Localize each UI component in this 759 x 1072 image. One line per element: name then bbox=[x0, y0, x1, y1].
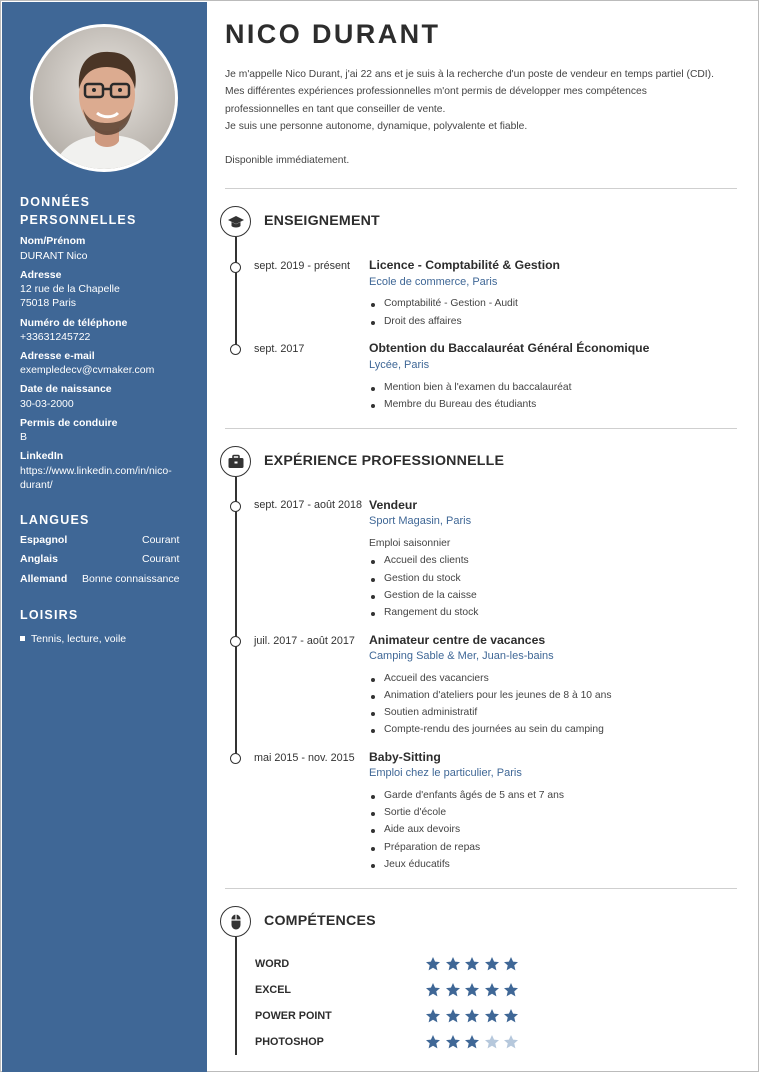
skill-name: WORD bbox=[255, 958, 290, 970]
job-bullet: Aide aux devoirs bbox=[384, 824, 461, 835]
education-title-item: Licence - Comptabilité & Gestion bbox=[369, 258, 560, 272]
timeline-dot bbox=[230, 262, 241, 273]
phone-value: +33631245722 bbox=[20, 331, 91, 343]
star-icon bbox=[484, 1034, 500, 1050]
education-bullet: Droit des affaires bbox=[384, 316, 462, 327]
skills-title: COMPÉTENCES bbox=[264, 913, 376, 929]
experience-date: sept. 2017 - août 2018 bbox=[254, 499, 363, 511]
star-icon bbox=[425, 956, 441, 972]
job-bullet: Sortie d'école bbox=[384, 807, 447, 818]
education-date: sept. 2019 - présent bbox=[254, 260, 351, 272]
summary-line: Je suis une personne autonome, dynamique, polyvalente et fiable. bbox=[225, 120, 528, 132]
job-note: Emploi saisonnier bbox=[369, 538, 451, 549]
briefcase-icon bbox=[220, 446, 251, 477]
license-label: Permis de conduire bbox=[20, 417, 118, 429]
hobbies-heading: LOISIRS bbox=[20, 608, 79, 622]
job-title: Vendeur bbox=[369, 498, 418, 512]
job-bullet: Jeux éducatifs bbox=[384, 859, 450, 870]
education-date: sept. 2017 bbox=[254, 343, 305, 355]
divider bbox=[225, 428, 737, 429]
star-icon bbox=[464, 956, 480, 972]
linkedin-label: LinkedIn bbox=[20, 450, 64, 462]
email-label: Adresse e-mail bbox=[20, 350, 95, 362]
candidate-name: NICO DURANT bbox=[225, 19, 441, 49]
timeline-dot bbox=[230, 753, 241, 764]
hobby-text: Tennis, lecture, voile bbox=[31, 633, 127, 645]
star-icon bbox=[425, 982, 441, 998]
address-line2: 75018 Paris bbox=[20, 297, 77, 309]
job-company: Sport Magasin, Paris bbox=[369, 515, 472, 527]
linkedin-value-line1: https://www.linkedin.com/in/nico- bbox=[20, 465, 172, 477]
education-bullet: Comptabilité - Gestion - Audit bbox=[384, 298, 518, 309]
mouse-icon bbox=[220, 906, 251, 937]
timeline-dot bbox=[230, 344, 241, 355]
skill-name: EXCEL bbox=[255, 984, 291, 996]
experience-title: EXPÉRIENCE PROFESSIONNELLE bbox=[264, 453, 505, 469]
star-icon bbox=[484, 1008, 500, 1024]
summary-line: Je m'appelle Nico Durant, j'ai 22 ans et je suis à la recherche d'un poste de vendeur en temps partiel (CDI). bbox=[225, 69, 714, 80]
star-icon bbox=[425, 1008, 441, 1024]
timeline-dot bbox=[230, 501, 241, 512]
experience-timeline bbox=[235, 477, 237, 760]
name-value: DURANT Nico bbox=[20, 250, 88, 262]
language-name: Espagnol bbox=[20, 534, 68, 546]
education-title-item: Obtention du Baccalauréat Général Économique bbox=[369, 341, 650, 355]
job-title: Baby-Sitting bbox=[369, 750, 441, 764]
experience-date: mai 2015 - nov. 2015 bbox=[254, 752, 355, 764]
job-bullet: Compte-rendu des journées au sein du camping bbox=[384, 724, 604, 735]
star-icon bbox=[464, 1034, 480, 1050]
license-value: B bbox=[20, 431, 28, 443]
star-icon bbox=[425, 1034, 441, 1050]
job-bullet: Accueil des vacanciers bbox=[384, 673, 489, 684]
job-bullet: Animation d'ateliers pour les jeunes de 8 à 10 ans bbox=[384, 690, 612, 701]
star-icon bbox=[503, 1008, 519, 1024]
email-value: exempledecv@cvmaker.com bbox=[20, 364, 155, 376]
job-company: Camping Sable & Mer, Juan-les-bains bbox=[369, 650, 554, 662]
job-bullet: Préparation de repas bbox=[384, 842, 481, 853]
hobby-item bbox=[20, 633, 126, 645]
address-line1: 12 rue de la Chapelle bbox=[20, 283, 120, 295]
education-bullet: Membre du Bureau des étudiants bbox=[384, 399, 537, 410]
summary-line bbox=[225, 135, 745, 152]
star-icon bbox=[445, 1034, 461, 1050]
job-bullet: Garde d'enfants âgés de 5 ans et 7 ans bbox=[384, 790, 564, 801]
experience-date: juil. 2017 - août 2017 bbox=[254, 635, 355, 647]
skills-timeline bbox=[235, 937, 237, 1055]
divider bbox=[225, 188, 737, 189]
summary-line: professionnelles en tant que conseiller de vente. bbox=[225, 103, 446, 115]
language-level: Bonne connaissance bbox=[82, 573, 180, 585]
divider bbox=[225, 888, 737, 889]
languages-heading: LANGUES bbox=[20, 513, 90, 527]
profile-summary bbox=[225, 66, 745, 170]
name-label: Nom/Prénom bbox=[20, 235, 86, 247]
linkedin-value-line2: durant/ bbox=[20, 479, 53, 491]
language-name: Anglais bbox=[20, 553, 58, 565]
star-icon bbox=[503, 956, 519, 972]
education-title: ENSEIGNEMENT bbox=[264, 213, 380, 229]
summary-line: Mes différentes expériences professionnelles m'ont permis de développer mes compétences bbox=[225, 86, 647, 98]
education-bullet: Mention bien à l'examen du baccalauréat bbox=[384, 382, 572, 393]
job-bullet: Accueil des clients bbox=[384, 555, 469, 566]
star-icon bbox=[503, 982, 519, 998]
job-bullet: Rangement du stock bbox=[384, 607, 479, 618]
job-bullet: Gestion de la caisse bbox=[384, 590, 477, 601]
graduation-cap-icon bbox=[220, 206, 251, 237]
summary-line: Disponible immédiatement. bbox=[225, 155, 350, 167]
education-school: Lycée, Paris bbox=[369, 359, 430, 371]
birthdate-value: 30-03-2000 bbox=[20, 398, 74, 410]
job-bullet: Gestion du stock bbox=[384, 573, 461, 584]
education-school: Ecole de commerce, Paris bbox=[369, 276, 498, 288]
timeline-dot bbox=[230, 636, 241, 647]
education-timeline bbox=[235, 237, 237, 349]
personal-data-heading-line2: PERSONNELLES bbox=[20, 213, 137, 227]
skill-name: POWER POINT bbox=[255, 1010, 332, 1022]
job-company: Emploi chez le particulier, Paris bbox=[369, 767, 522, 779]
star-icon bbox=[464, 982, 480, 998]
address-label: Adresse bbox=[20, 269, 62, 281]
phone-label: Numéro de téléphone bbox=[20, 317, 128, 329]
star-icon bbox=[445, 982, 461, 998]
language-name: Allemand bbox=[20, 573, 68, 585]
language-level: Courant bbox=[142, 553, 180, 565]
profile-photo bbox=[30, 24, 178, 172]
job-title: Animateur centre de vacances bbox=[369, 633, 546, 647]
job-bullet: Soutien administratif bbox=[384, 707, 478, 718]
star-icon bbox=[464, 1008, 480, 1024]
skill-name: PHOTOSHOP bbox=[255, 1036, 324, 1048]
bullet-square-icon bbox=[20, 636, 25, 641]
star-icon bbox=[445, 1008, 461, 1024]
star-icon bbox=[484, 982, 500, 998]
birthdate-label: Date de naissance bbox=[20, 383, 112, 395]
language-level: Courant bbox=[142, 534, 180, 546]
star-icon bbox=[445, 956, 461, 972]
star-icon bbox=[503, 1034, 519, 1050]
personal-data-heading-line1: DONNÉES bbox=[20, 195, 91, 209]
star-icon bbox=[484, 956, 500, 972]
sidebar bbox=[2, 2, 207, 1072]
